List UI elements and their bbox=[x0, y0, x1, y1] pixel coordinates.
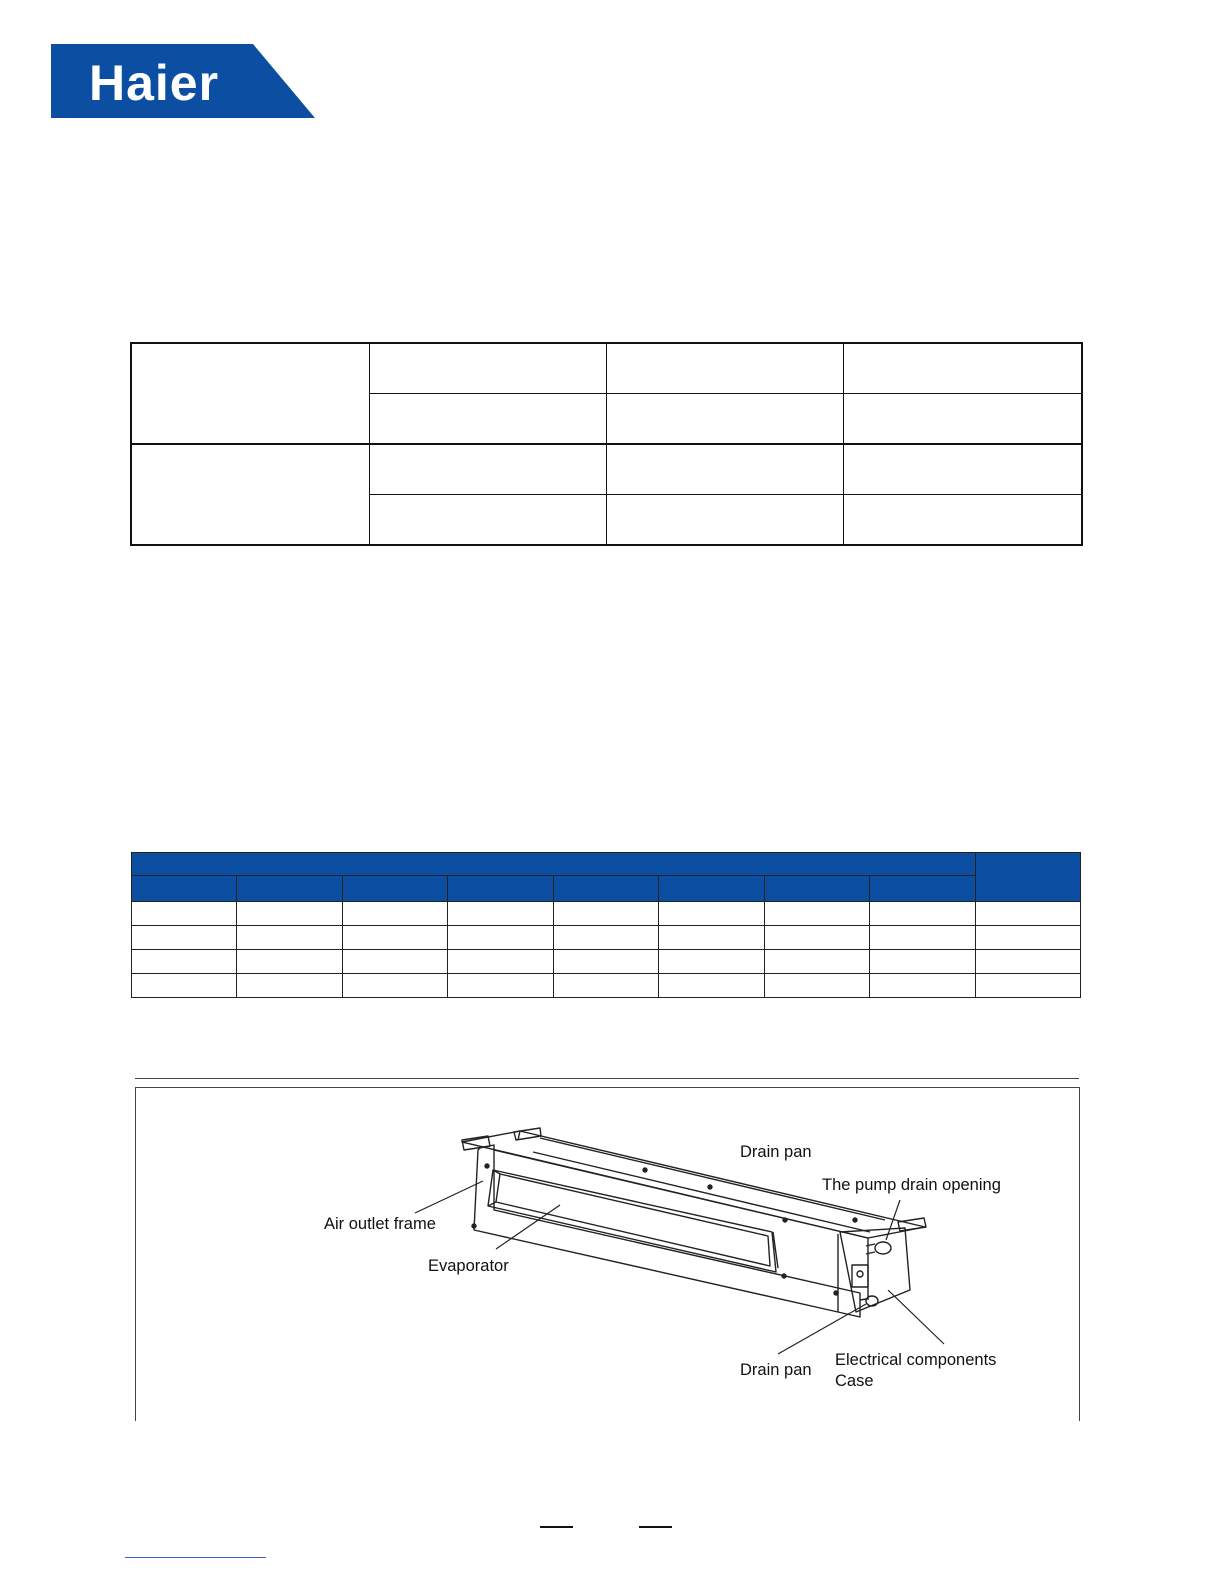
label-electrical-components: Electrical components bbox=[835, 1351, 997, 1369]
drain-stub bbox=[866, 1296, 878, 1306]
label-air-outlet-frame: Air outlet frame bbox=[324, 1215, 436, 1233]
leader-air-outlet-frame bbox=[415, 1181, 483, 1213]
label-evaporator: Evaporator bbox=[428, 1257, 509, 1275]
electrical-box bbox=[852, 1265, 868, 1287]
leader-drain-pan bbox=[778, 1304, 866, 1354]
front-face bbox=[474, 1145, 860, 1317]
pump-drain-stub bbox=[875, 1242, 891, 1254]
end-panel bbox=[840, 1228, 910, 1312]
logo-wordmark: Haier bbox=[89, 55, 220, 111]
footer-dash-left bbox=[540, 1526, 573, 1528]
label-case: Case bbox=[835, 1372, 874, 1390]
label-drain-pan-top: Drain pan bbox=[740, 1143, 812, 1161]
label-pump-drain-opening: The pump drain opening bbox=[822, 1176, 1001, 1194]
label-drain-pan-bottom: Drain pan bbox=[740, 1361, 812, 1379]
leader-electrical bbox=[888, 1290, 944, 1344]
footer-link-underline bbox=[125, 1557, 266, 1558]
footer-dash-right bbox=[639, 1526, 672, 1528]
